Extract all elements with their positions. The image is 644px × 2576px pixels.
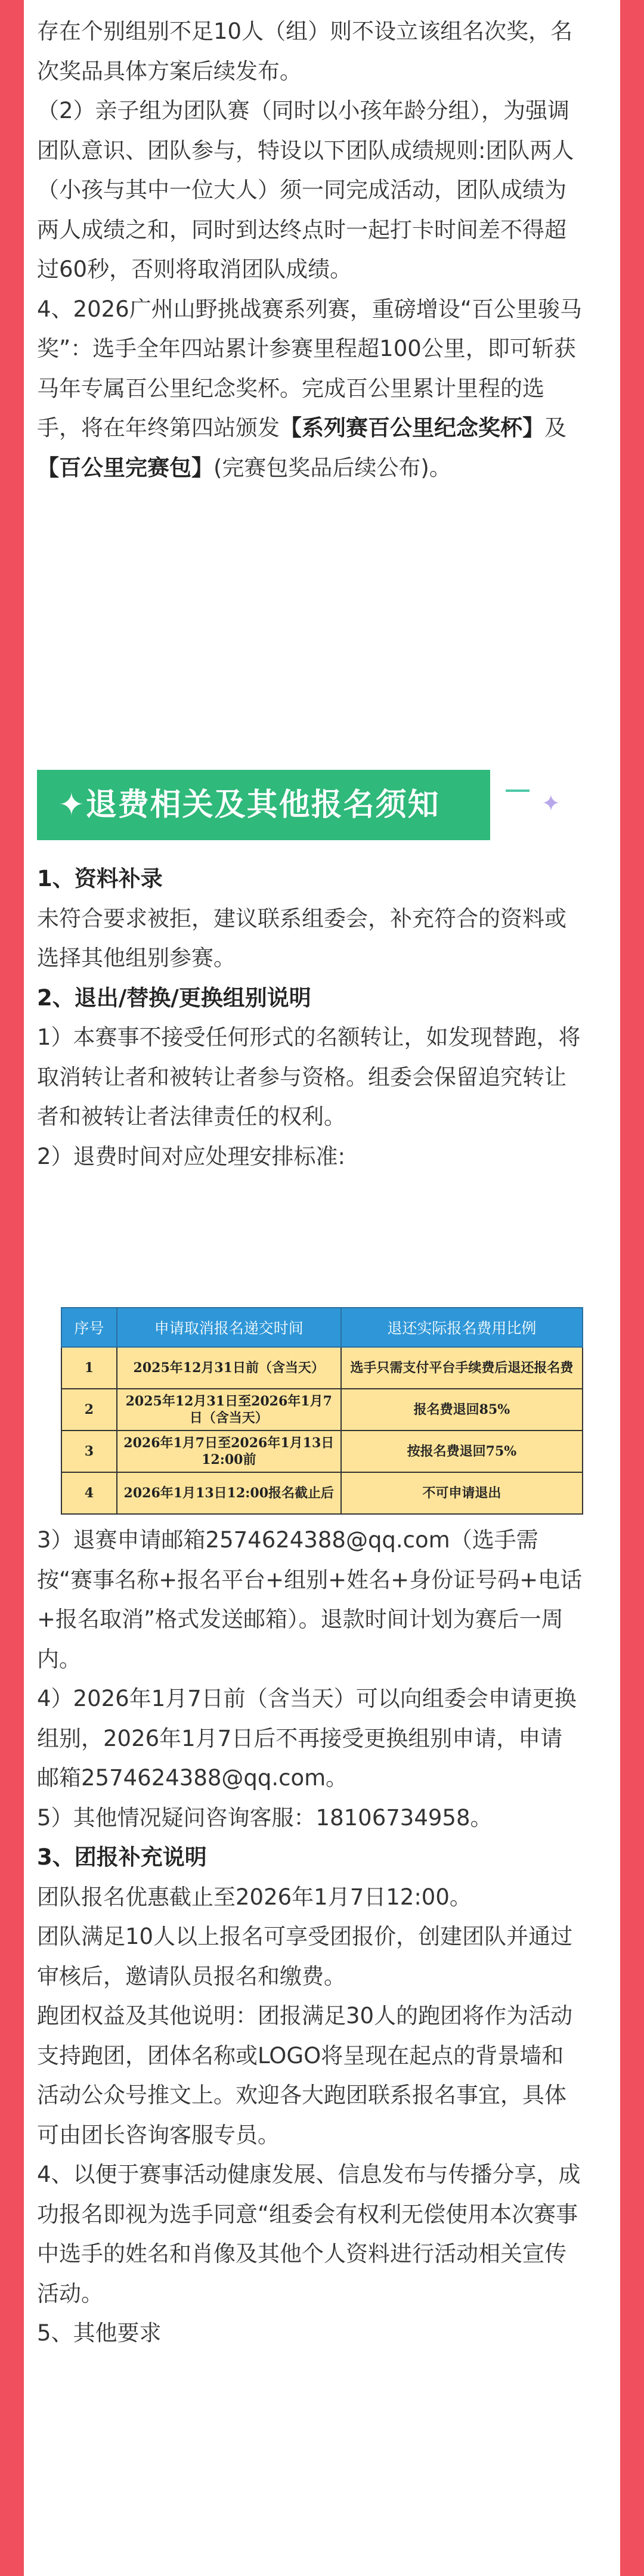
table-cell: 2 <box>61 1389 117 1431</box>
heading-data-supplement: 1、资料补录 <box>37 866 163 891</box>
table-cell: 不可申请退出 <box>341 1472 583 1514</box>
table-row <box>61 1431 583 1472</box>
table-cell: 2026年1月7日至2026年1月13日12:00前 <box>117 1431 341 1472</box>
refund-section <box>37 859 583 1176</box>
table-header-cell: 退还实际报名费用比例 <box>341 1308 583 1347</box>
heading-other-requirements: 5、其他要求 <box>37 2320 162 2346</box>
paragraph-data-supplement: 未符合要求被拒，建议联系组委会，补充符合的资料或选择其他组别参赛。 <box>37 905 566 971</box>
table-row <box>61 1347 583 1389</box>
section-header-refund: ✦退费相关及其他报名须知 <box>37 770 490 840</box>
heading-withdrawal: 2、退出/替换/更换组别说明 <box>37 984 311 1011</box>
table-cell: 2025年12月31日至2026年1月7日（含当天） <box>117 1389 341 1431</box>
paragraph-customer-service: 5）其他情况疑问咨询客服：18106734958。 <box>37 1804 493 1831</box>
paragraph-refund-email: 3）退赛申请邮箱2574624388@qq.com（选手需按“赛事名称+报名平台+组别+姓名+身份证号码+电话+报名取消”格式发送邮箱）。退款时间计划为赛后一周内。 <box>37 1527 583 1672</box>
table-cell: 3 <box>61 1431 117 1472</box>
table-header-cell: 序号 <box>61 1308 117 1347</box>
paragraph-change-group: 4）2026年1月7日前（含当天）可以向组委会申请更换组别，2026年1月7日后不再接受更换组别申请，申请邮箱2574624388@qq.com。 <box>37 1686 577 1791</box>
table-cell: 4 <box>61 1472 117 1514</box>
paragraph-team-deadline: 团队报名优惠截止至2026年1月7日12:00。 <box>37 1884 472 1910</box>
paragraph-parent-child-rule: （2）亲子组为团队赛（同时以小孩年龄分组），为强调团队意识、团队参与，特设以下团队成绩规则:团队两人（小孩与其中一位大人）须一同完成活动，团队成绩为两人成绩之和，同时到达终点时一起打卡时间差不得超过60秒，否则将取消团队成绩。 <box>37 98 574 282</box>
table-header-row <box>61 1308 583 1347</box>
series-award-and: 及 <box>544 415 566 441</box>
paragraph-team-price: 团队满足10人以上报名可享受团报价，创建团队并通过审核后，邀请队员报名和缴费。 <box>37 1924 573 1989</box>
finisher-pack-highlight: 【百公里完赛包】 <box>37 454 213 481</box>
sparkle-icon: ✦ <box>541 790 561 816</box>
paragraph-series-award <box>37 290 583 488</box>
table-cell: 报名费退回85% <box>341 1389 583 1431</box>
paragraph-group-note: 存在个别组别不足10人（组）则不设立该组名次奖，名次奖品具体方案后续发布。 <box>37 18 573 84</box>
table-header-cell: 申请取消报名递交时间 <box>117 1308 341 1347</box>
table-cell: 按报名费退回75% <box>341 1431 583 1472</box>
top-text-block <box>37 0 583 488</box>
table-cell: 2026年1月13日12:00报名截止后 <box>117 1472 341 1514</box>
paragraph-no-transfer: 1）本赛事不接受任何形式的名额转让，如发现替跑，将取消转让者和被转让者参与资格。组委会保留追究转让者和被转让者法律责任的权利。 <box>37 1024 581 1129</box>
table-row <box>61 1389 583 1431</box>
trophy-highlight: 【系列赛百公里纪念奖杯】 <box>280 415 544 441</box>
table-cell: 1 <box>61 1347 117 1389</box>
table-cell: 2025年12月31日前（含当天） <box>117 1347 341 1389</box>
table-cell: 选手只需支付平台手续费后退还报名费 <box>341 1347 583 1389</box>
paragraph-portrait-rights: 4、以便于赛事活动健康发展、信息发布与传播分享，成功报名即视为选手同意“组委会有权利无偿使用本次赛事中选手的姓名和肖像及其他个人资料进行活动相关宣传活动。 <box>37 2162 581 2306</box>
decorative-dash <box>506 789 530 792</box>
heading-team-signup: 3、团报补充说明 <box>37 1844 207 1870</box>
paragraph-refund-standard: 2）退费时间对应处理安排标准: <box>37 1143 346 1169</box>
series-award-text: 4、2026广州山野挑战赛系列赛，重磅增设“百公里骏马奖”：选手全年四站累计参赛里程超100公里，即可斩获马年专属百公里纪念奖杯。完成百公里累计里程的选手，将在年终第四站颁发 <box>37 296 582 441</box>
refund-table <box>61 1307 583 1515</box>
after-table-section <box>37 1521 583 2354</box>
series-award-end: (完赛包奖品后续公布)。 <box>213 454 451 481</box>
paragraph-team-benefits: 跑团权益及其他说明：团报满足30人的跑团将作为活动支持跑团，团体名称或LOGO将呈现在起点的背景墙和活动公众号推文上。欢迎各大跑团联系报名事宜，具体可由团长咨询客服专员。 <box>37 2003 573 2148</box>
table-row <box>61 1472 583 1514</box>
